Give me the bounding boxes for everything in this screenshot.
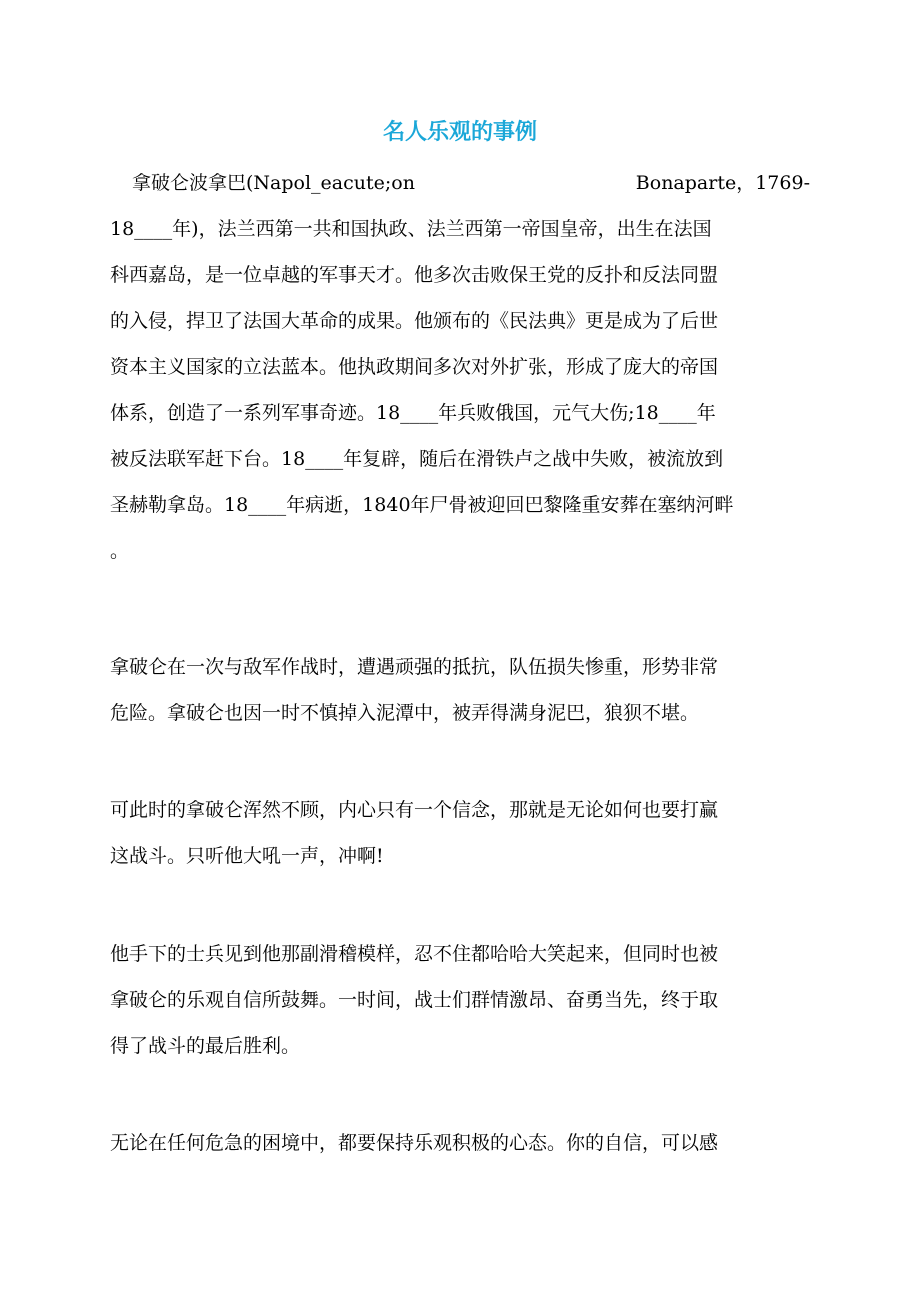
text-segment: 拿破仑波拿巴(Napol_eacute;on	[132, 172, 415, 194]
paragraph-line: 可此时的拿破仑浑然不顾，内心只有一个信念，那就是无论如何也要打赢	[110, 799, 719, 821]
text-segment: Bonaparte，1769-	[635, 172, 810, 194]
paragraph-line: 得了战斗的最后胜利。	[110, 1035, 301, 1057]
paragraph-line	[132, 168, 810, 198]
paragraph-line: 的入侵，捍卫了法国大革命的成果。他颁布的《民法典》更是成为了后世	[110, 310, 719, 332]
paragraph-line: 体系，创造了一系列军事奇迹。18____年兵败俄国，元气大伤;18____年	[110, 402, 716, 424]
paragraph-line: 他手下的士兵见到他那副滑稽模样，忍不住都哈哈大笑起来，但同时也被	[110, 943, 719, 965]
paragraph-line: 拿破仑在一次与敌军作战时，遭遇顽强的抵抗，队伍损失惨重，形势非常	[110, 656, 719, 678]
paragraph-line: 圣赫勒拿岛。18____年病逝，1840年尸骨被迎回巴黎隆重安葬在塞纳河畔	[110, 494, 734, 516]
paragraph-line: 被反法联军赶下台。18____年复辟，随后在滑铁卢之战中失败，被流放到	[110, 448, 724, 470]
paragraph-line: 这战斗。只听他大吼一声，冲啊!	[110, 845, 384, 867]
paragraph-line: 拿破仑的乐观自信所鼓舞。一时间，战士们群情激昂、奋勇当先，终于取	[110, 989, 719, 1011]
paragraph-line: 无论在任何危急的困境中，都要保持乐观积极的心态。你的自信，可以感	[110, 1132, 719, 1154]
paragraph-line: 危险。拿破仑也因一时不慎掉入泥潭中，被弄得满身泥巴，狼狈不堪。	[110, 702, 700, 724]
paragraph-line: 资本主义国家的立法蓝本。他执政期间多次对外扩张，形成了庞大的帝国	[110, 356, 719, 378]
paragraph-line: 。	[110, 540, 130, 562]
document-title: 名人乐观的事例	[382, 120, 537, 145]
paragraph-line: 18____年)，法兰西第一共和国执政、法兰西第一帝国皇帝，出生在法国	[110, 218, 712, 240]
paragraph-line: 科西嘉岛，是一位卓越的军事天才。他多次击败保王党的反扑和反法同盟	[110, 264, 719, 286]
